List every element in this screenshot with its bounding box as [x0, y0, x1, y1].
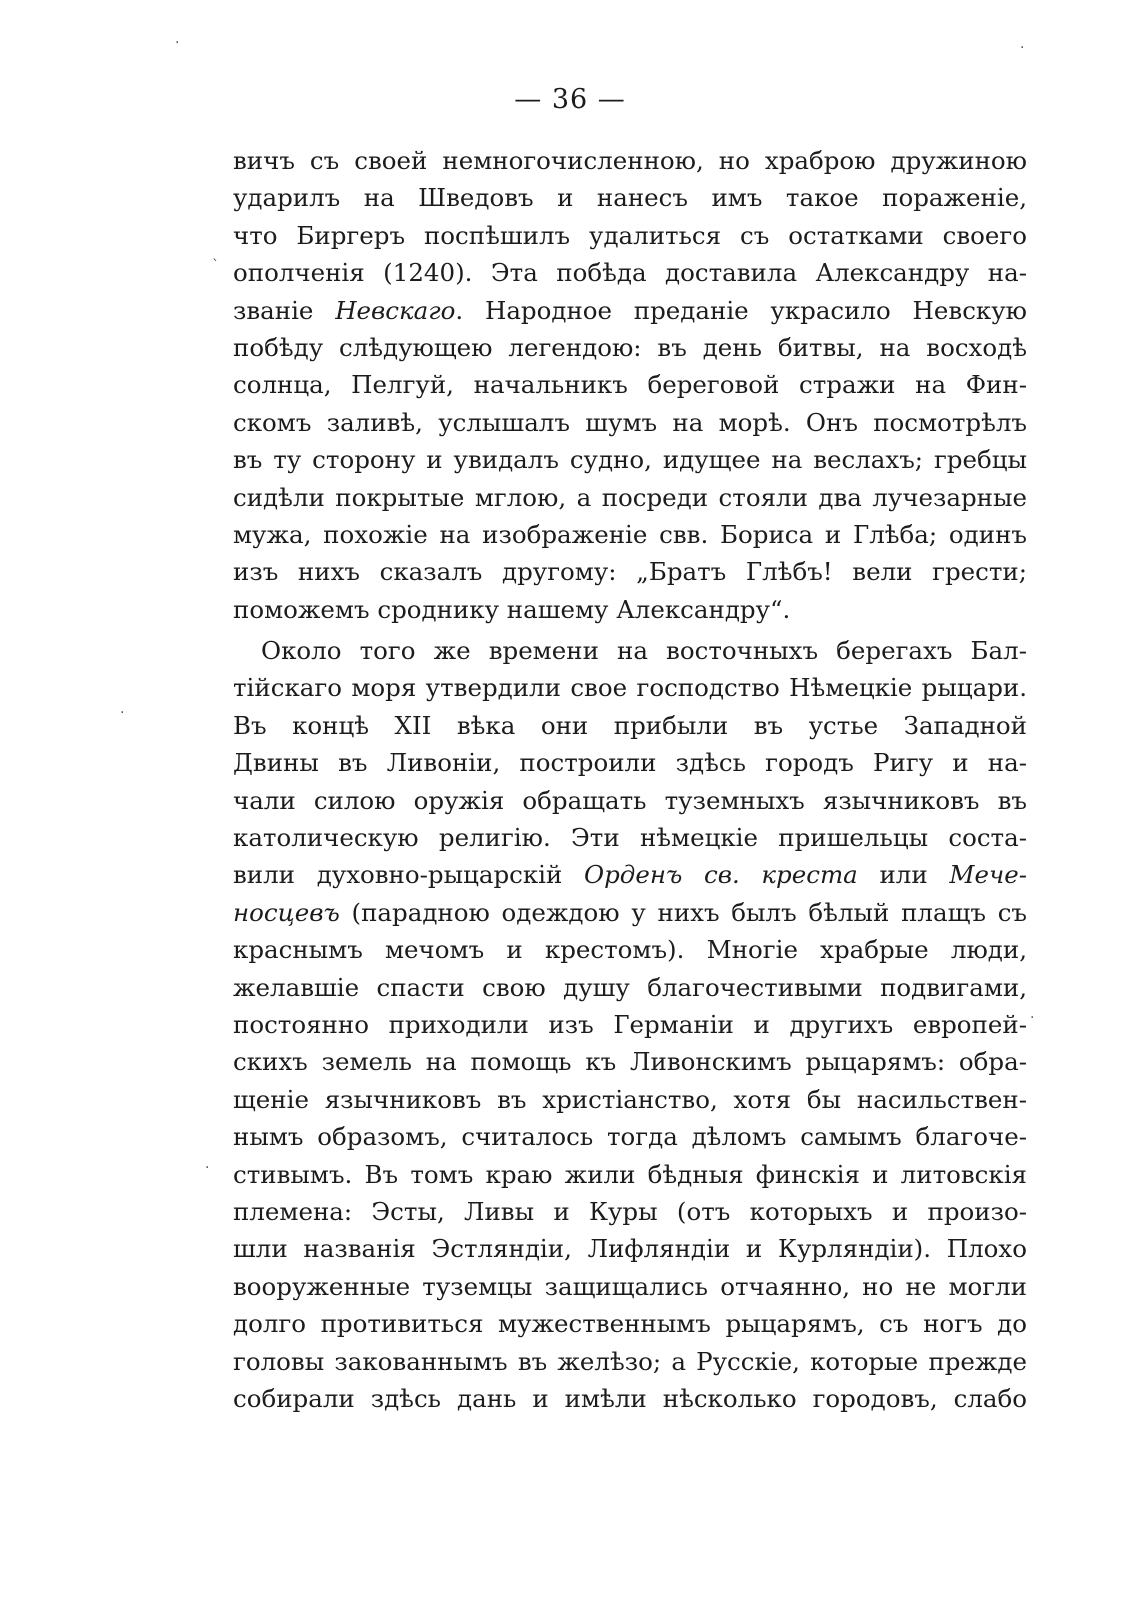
- text-line: стивымъ. Въ томъ краю жили бѣдныя финскія и литовскія: [233, 1159, 1027, 1189]
- text-line: Двины въ Ливоніи, построили здѣсь городъ Ригу и на-: [233, 748, 1027, 778]
- text-run: . Народное преданіе украсило Невскую: [455, 295, 1027, 325]
- scan-speck: ·: [120, 705, 125, 721]
- text-line: солнца, Пелгуй, начальникъ береговой стражи на Фин-: [233, 370, 1027, 400]
- scan-speck: ·: [1020, 40, 1025, 56]
- text-line: вооруженные туземцы защищались отчаянно, но не могли: [233, 1271, 1027, 1301]
- text-line: Въ концѣ XII вѣка они прибыли въ устье Западной: [233, 710, 1027, 740]
- text-line: сидѣли покрытые мглою, а посреди стояли два лучезарные: [233, 482, 1027, 512]
- text-line: католическую религію. Эти нѣмецкіе пришельцы соста-: [233, 823, 1027, 853]
- text-line: скомъ заливѣ, услышалъ шумъ на морѣ. Онъ посмотрѣлъ: [233, 407, 1027, 437]
- text-run: званіе: [233, 295, 336, 325]
- text-line: желавшіе спасти свою душу благочестивыми подвигами,: [233, 972, 1027, 1002]
- text-run: или: [857, 860, 950, 890]
- scan-speck: `: [212, 258, 219, 274]
- text-line: нымъ образомъ, считалось тогда дѣломъ самымъ благоче-: [233, 1122, 1027, 1152]
- body-text: [233, 142, 1027, 1417]
- text-line: поможемъ сроднику нашему Александру“.: [233, 594, 791, 624]
- text-line: скихъ земель на помощь къ Ливонскимъ рыцарямъ: обра-: [233, 1047, 1027, 1077]
- italic-term: Мече-: [949, 860, 1027, 890]
- text-line: краснымъ мечомъ и крестомъ). Многіе храбрые люди,: [233, 935, 1027, 965]
- text-line: въ ту сторону и увидалъ судно, идущее на веслахъ; гребцы: [233, 445, 1027, 475]
- italic-term: Невскаго: [335, 295, 456, 325]
- text-line: изъ нихъ сказалъ другому: „Братъ Глѣбъ! вели грести;: [233, 557, 1027, 587]
- text-line: чали силою оружія обращать туземныхъ язычниковъ въ: [233, 785, 1027, 815]
- text-line: мужа, похожіе на изображеніе свв. Бориса и Глѣба; одинъ: [233, 519, 1027, 549]
- text-run: вили духовно-рыцарскій: [233, 860, 585, 890]
- italic-term: носцевъ: [233, 897, 340, 927]
- text-line: Около того же времени на восточныхъ берегахъ Бал-: [261, 636, 1027, 666]
- scan-speck: ·: [205, 1160, 210, 1176]
- text-line: долго противиться мужественнымъ рыцарямъ, съ ногъ до: [233, 1309, 1027, 1339]
- text-line: ополченія (1240). Эта побѣда доставила Александру на-: [233, 258, 1027, 288]
- text-line: постоянно приходили изъ Германіи и другихъ европей-: [233, 1009, 1027, 1039]
- scan-speck: ·: [1030, 1010, 1035, 1026]
- text-line: побѣду слѣдующею легендою: въ день битвы, на восходѣ: [233, 332, 1027, 362]
- text-line: что Биргеръ поспѣшилъ удалиться съ остатками своего: [233, 220, 1027, 250]
- text-line: головы закованнымъ въ желѣзо; а Русскіе, которые прежде: [233, 1346, 1027, 1376]
- text-run: (парадною одеждою у нихъ былъ бѣлый плащъ съ: [339, 897, 1027, 927]
- text-line: [233, 894, 1027, 931]
- text-line: [233, 292, 1027, 329]
- text-line: тійскаго моря утвердили свое господство Нѣмецкіе рыцари.: [233, 673, 1027, 703]
- text-line: вичъ съ своей немногочисленною, но храброю дружиною: [233, 146, 1027, 175]
- text-line: шли названія Эстляндіи, Лифляндіи и Курляндіи). Плохо: [233, 1234, 1027, 1264]
- text-line: щеніе язычниковъ въ христіанство, хотя бы насильствен-: [233, 1084, 1027, 1114]
- text-line: собирали здѣсь дань и имѣли нѣсколько городовъ, слабо: [233, 1383, 1027, 1413]
- text-line: [233, 856, 1027, 893]
- italic-term: Орденъ св. креста: [584, 860, 858, 890]
- text-line: ударилъ на Шведовъ и нанесъ имъ такое пораженіе,: [233, 183, 1027, 213]
- text-line: племена: Эсты, Ливы и Куры (отъ которыхъ и произо-: [233, 1196, 1027, 1226]
- scan-speck: ·: [175, 35, 180, 51]
- page-number: — 36 —: [514, 84, 626, 115]
